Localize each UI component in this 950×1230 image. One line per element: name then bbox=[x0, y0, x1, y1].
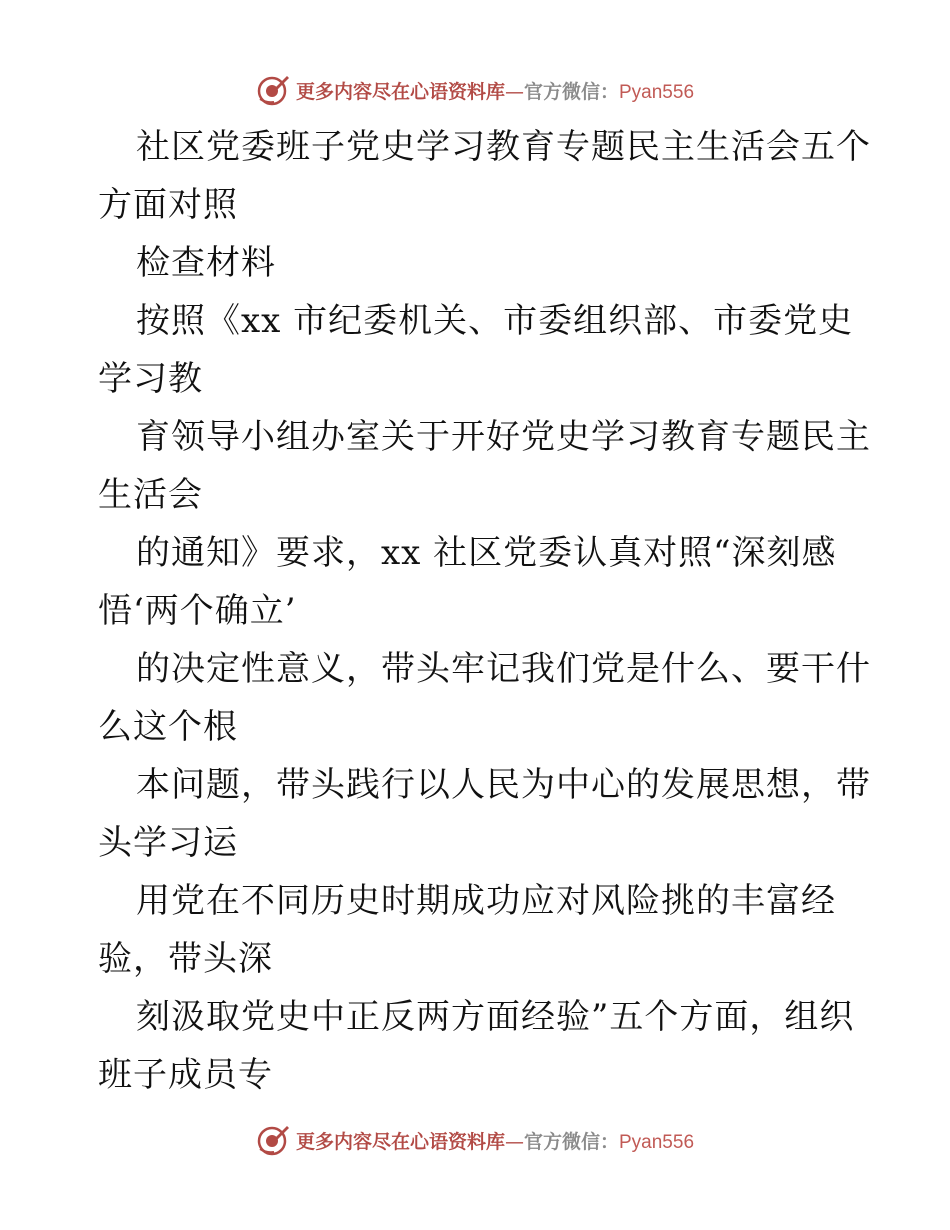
watermark-header bbox=[0, 70, 950, 110]
text-line: 本问题，带头践行以人民为中心的发展思想，带 bbox=[136, 765, 871, 805]
watermark-prefix: 更多内容尽在心语资料库 bbox=[295, 1130, 505, 1153]
text-line: 方面对照 bbox=[98, 185, 238, 225]
text-line: 生活会 bbox=[98, 475, 203, 515]
text-line: 悟‘两个确立’ bbox=[98, 591, 297, 631]
watermark-id: Pyan556 bbox=[619, 81, 695, 103]
watermark-separator: — bbox=[504, 80, 524, 103]
text-line: 刻汲取党史中正反两方面经验”五个方面，组织 bbox=[136, 997, 855, 1037]
quill-pen-logo-icon bbox=[256, 73, 290, 107]
watermark-separator: — bbox=[504, 1130, 524, 1153]
text-line: 么这个根 bbox=[98, 707, 238, 747]
watermark-text bbox=[296, 1127, 694, 1154]
watermark-id: Pyan556 bbox=[619, 1131, 695, 1153]
text-line: 社区党委班子党史学习教育专题民主生活会五个 bbox=[136, 127, 871, 167]
text-line: 用党在不同历史时期成功应对风险挑的丰富经 bbox=[136, 881, 836, 921]
text-line: 育领导小组办室关于开好党史学习教育专题民主 bbox=[136, 417, 871, 457]
text-line: 头学习运 bbox=[98, 823, 238, 863]
watermark-footer bbox=[0, 1120, 950, 1160]
text-line: 的通知》要求，xx 社区党委认真对照“深刻感 bbox=[136, 533, 837, 573]
quill-pen-logo-icon bbox=[256, 1123, 290, 1157]
text-line: 验，带头深 bbox=[98, 939, 273, 979]
text-line: 检查材料 bbox=[136, 243, 276, 283]
document-body bbox=[98, 118, 871, 1104]
text-line: 的决定性意义，带头牢记我们党是什么、要干什 bbox=[136, 649, 871, 689]
watermark-prefix: 更多内容尽在心语资料库 bbox=[295, 80, 505, 103]
watermark-middle: 官方微信： bbox=[523, 1130, 619, 1153]
text-line: 学习教 bbox=[98, 359, 203, 399]
watermark-middle: 官方微信： bbox=[523, 80, 619, 103]
watermark-text bbox=[296, 77, 694, 104]
text-line: 按照《xx 市纪委机关、市委组织部、市委党史 bbox=[136, 301, 854, 341]
text-line: 班子成员专 bbox=[98, 1055, 273, 1095]
